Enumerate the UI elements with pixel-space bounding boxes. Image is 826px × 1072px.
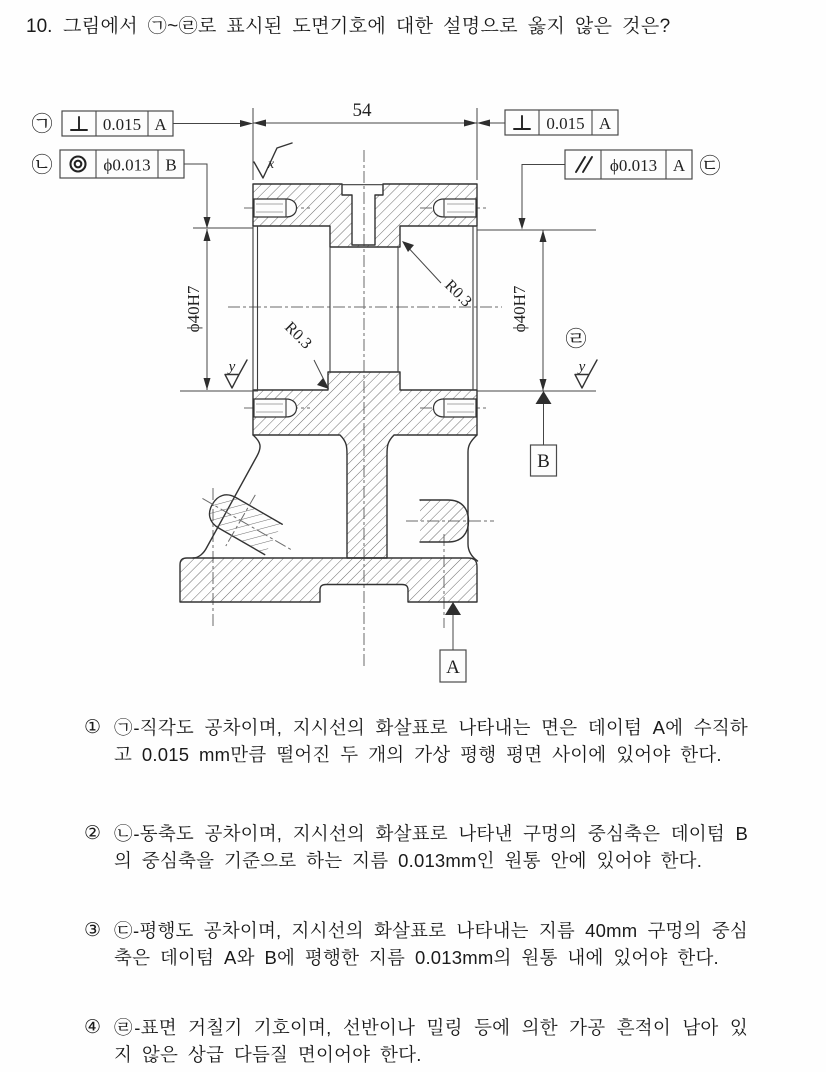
dia40h7-left-value: ϕ40H7 (184, 285, 203, 333)
answer-option-3 (84, 917, 748, 971)
answer-2-marker: ② (84, 823, 102, 844)
label-g4: ㉣ (565, 328, 587, 351)
label-g1: ㉠ (31, 113, 53, 136)
fcf-datum-ref: A (154, 115, 167, 134)
answer-2-text: ㉡-동축도 공차이며, 지시선의 화살표로 나타낸 구멍의 중심축은 데이텀 B의 중심축을 기준으로 하는 지름 0.013mm인 원통 안에 있어야 한다. (114, 823, 748, 871)
answer-1-text: ㉠-직각도 공차이며, 지시선의 화살표로 나타내는 면은 데이텀 A에 수직하고 0.015 mm만큼 떨어진 두 개의 가상 평행 평면 사이에 있어야 한다. (114, 717, 748, 765)
answer-4-marker: ④ (84, 1017, 102, 1038)
label-g3: ㉢ (699, 155, 721, 178)
datum-b-letter: B (537, 451, 550, 472)
fcf-tolerance: 0.015 (546, 114, 585, 133)
answer-option-4 (84, 1014, 748, 1068)
fillet-upper-value: R0.3 (441, 276, 475, 311)
fcf-datum-ref: A (672, 156, 686, 175)
answer-3-text: ㉢-평행도 공차이며, 지시선의 화살표로 나타내는 지름 40mm 구멍의 중심축은 데이텀 A와 B에 평행한 지름 0.013mm의 원통 내에 있어야 한다. (114, 920, 748, 968)
fcf-datum-ref: B (165, 155, 177, 175)
dia40h7-right-value: ϕ40H7 (510, 285, 529, 333)
answer-option-2 (84, 820, 748, 874)
fillet-lower-value: R0.3 (281, 318, 315, 353)
question-number: 10. (26, 16, 53, 37)
answer-3-marker: ③ (84, 920, 102, 941)
dim-54-value: 54 (352, 100, 372, 121)
fcf-tolerance: ϕ0.013 (103, 155, 151, 175)
fcf-tolerance: ϕ0.013 (609, 156, 658, 175)
fcf-tolerance: 0.015 (102, 115, 142, 134)
datum-a-letter: A (446, 657, 460, 678)
roughness-x-value: x (267, 157, 275, 172)
fcf-datum-ref: A (598, 114, 612, 133)
answer-1-marker: ① (84, 717, 102, 738)
label-g2: ㉡ (31, 154, 53, 177)
answer-4-text: ㉣-표면 거칠기 기호이며, 선반이나 밀링 등에 의한 가공 흔적이 남아 있지 않은 상급 다듬질 면이어야 한다. (114, 1017, 748, 1065)
roughness-y-right-value: y (578, 359, 586, 375)
roughness-y-left-value: y (228, 359, 236, 375)
answer-option-1 (84, 714, 748, 768)
question-text: 그림에서 ㉠~㉣로 표시된 도면기호에 대한 설명으로 옳지 않은 것은? (63, 16, 671, 37)
